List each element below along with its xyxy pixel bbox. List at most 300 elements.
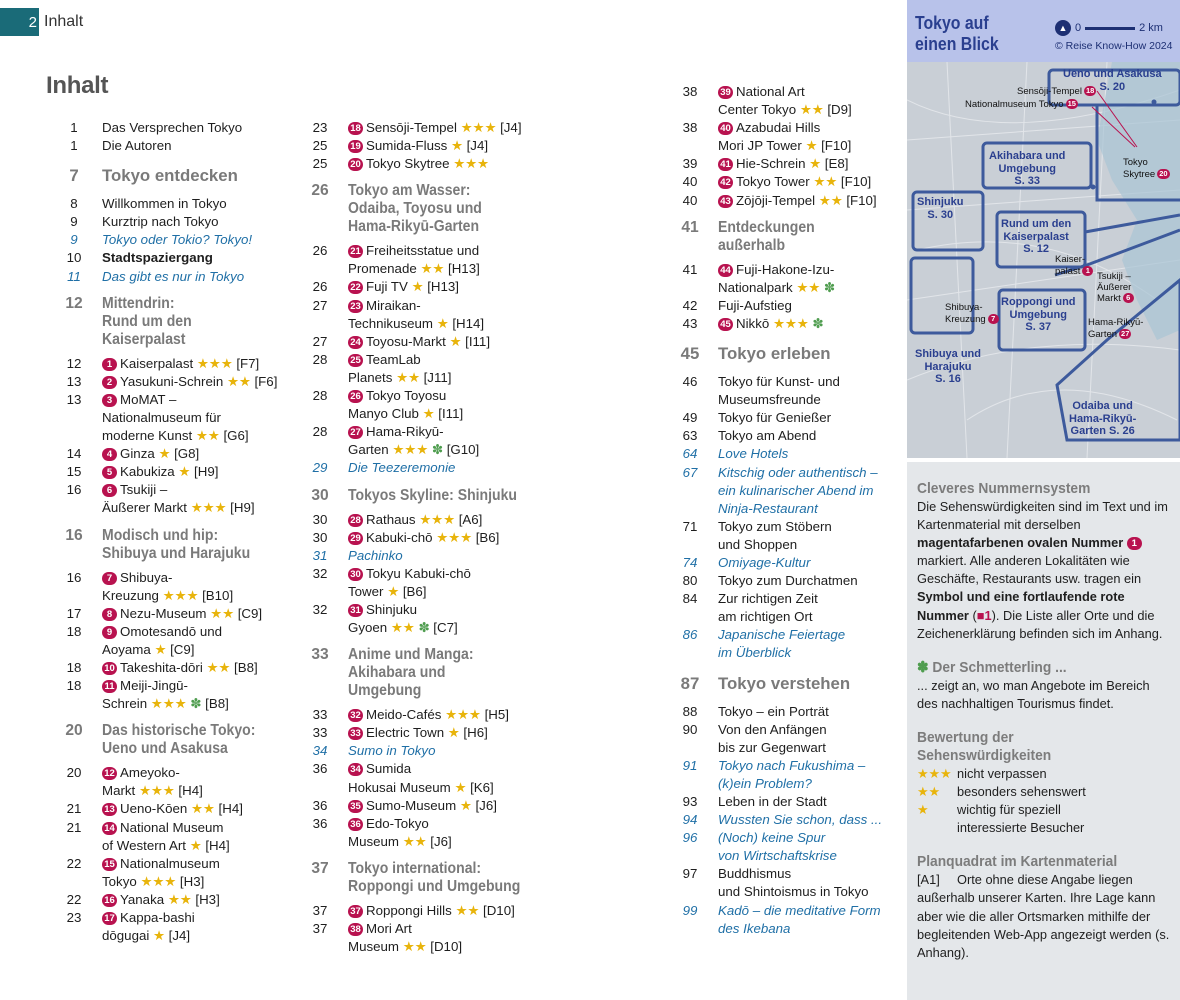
toc-entry-label: Kaiserpalast <box>120 355 194 371</box>
toc-entry-text <box>718 445 902 463</box>
toc-section-heading[interactable] <box>662 344 902 364</box>
toc-entry[interactable] <box>46 677 296 713</box>
toc-page-number: 93 <box>682 794 698 809</box>
toc-page-number: 1 <box>70 120 78 135</box>
toc-entry[interactable] <box>292 242 542 278</box>
rating-stars: ★ <box>153 928 165 944</box>
grid-reference: [F7] <box>236 355 260 371</box>
toc-entry-text <box>718 902 902 938</box>
toc-entry[interactable] <box>662 464 902 518</box>
butterfly-icon: ✽ <box>418 620 430 636</box>
toc-entry[interactable] <box>662 811 902 829</box>
toc-page-number: 28 <box>312 424 328 440</box>
toc-entry-label: Tsukiji – Äußerer Markt <box>102 482 187 516</box>
map-area-label: Shibuya und Harajuku S. 16 <box>915 348 981 385</box>
toc-page-number: 40 <box>682 174 698 190</box>
toc-entry-text <box>718 155 902 173</box>
rating-stars: ★★★ <box>196 355 233 371</box>
rating-stars: ★★ <box>402 833 427 849</box>
toc-page-number: 25 <box>312 138 328 154</box>
sight-number-badge: 30 <box>348 568 363 581</box>
toc-entry[interactable] <box>292 511 542 529</box>
toc-column-1 <box>46 119 296 945</box>
rating-row <box>917 783 1170 801</box>
rating-stars: ★ <box>449 333 462 349</box>
toc-entry-text <box>348 815 542 851</box>
toc-entry[interactable] <box>292 547 542 565</box>
toc-entry-text <box>102 800 296 818</box>
toc-page-number: 18 <box>66 623 82 639</box>
toc-entry-text <box>348 487 523 505</box>
grid-reference: [B8] <box>205 696 229 712</box>
toc-entry[interactable] <box>292 742 542 760</box>
toc-entry[interactable] <box>292 706 542 724</box>
toc-entry[interactable] <box>292 459 542 477</box>
toc-page-number: 30 <box>312 511 328 527</box>
toc-entry[interactable] <box>662 518 902 554</box>
toc-page-number: 39 <box>682 156 698 172</box>
toc-page-number: 43 <box>682 315 698 331</box>
rating-text: wichtig für speziell interessierte Besucher <box>957 802 1085 836</box>
toc-page-number: 23 <box>312 120 328 135</box>
toc-entry[interactable] <box>46 891 296 909</box>
toc-section-heading[interactable] <box>46 722 296 758</box>
toc-entry[interactable] <box>46 268 296 286</box>
toc-page-number: 91 <box>682 757 698 773</box>
toc-entry[interactable] <box>662 757 902 793</box>
toc-entry[interactable] <box>662 572 902 590</box>
toc-entry-label: Die Teezeremonie <box>348 460 456 476</box>
toc-entry-label: Tokyo am Wasser: Odaiba, Toyosu und Hama-Rikyū-Garten <box>348 182 482 236</box>
sight-number-badge: 26 <box>348 390 363 403</box>
toc-page-number: 10 <box>66 250 82 266</box>
toc-page-number: 13 <box>66 373 82 389</box>
toc-entry[interactable] <box>292 920 542 956</box>
overview-map <box>907 0 1180 458</box>
toc-entry[interactable] <box>46 213 296 231</box>
sight-number-badge: 43 <box>718 195 733 208</box>
sight-number-badge: 44 <box>718 264 733 277</box>
toc-entry[interactable] <box>292 387 542 423</box>
toc-entry[interactable] <box>46 659 296 677</box>
toc-entry[interactable] <box>662 721 902 757</box>
toc-entry-text <box>718 409 902 427</box>
rating-title: Bewertung der Sehenswürdigkeiten <box>917 728 1052 764</box>
grid-reference: [H9] <box>194 464 219 480</box>
toc-entry[interactable] <box>662 119 902 155</box>
toc-entry-text <box>348 459 542 477</box>
toc-entry[interactable] <box>46 623 296 659</box>
toc-entry-label: Mittendrin: Rund um den Kaiserpalast <box>102 294 192 348</box>
grid-reference: [J6] <box>430 833 452 849</box>
toc-entry[interactable] <box>46 137 296 155</box>
toc-page-number: 34 <box>312 743 328 759</box>
toc-entry-label: Takeshita-dōri <box>120 659 203 675</box>
toc-entry-label: Tokyo für Kunst- und Museumsfreunde <box>718 374 840 408</box>
toc-entry-text <box>718 464 902 518</box>
toc-page-number: 67 <box>682 464 698 480</box>
toc-entry[interactable] <box>662 409 902 427</box>
grid-reference: [J6] <box>475 797 497 813</box>
toc-entry-text <box>718 793 902 811</box>
toc-entry-label: Das Versprechen Tokyo <box>102 120 243 135</box>
toc-entry[interactable] <box>46 249 296 267</box>
toc-entry-text <box>718 373 902 409</box>
grid-reference: [K6] <box>470 779 494 795</box>
rating-stars: ★ <box>809 156 822 172</box>
toc-entry[interactable] <box>662 590 902 626</box>
grid-line: [A1] Orte ohne diese Angabe liegen <box>917 871 1170 889</box>
toc-page-number: 31 <box>312 547 328 563</box>
grid-reference: [H9] <box>230 500 255 516</box>
toc-section-heading[interactable] <box>292 182 542 236</box>
toc-entry[interactable] <box>662 173 902 191</box>
toc-page-number: 41 <box>681 218 699 236</box>
toc-entry[interactable] <box>46 119 296 137</box>
toc-entry[interactable] <box>292 278 542 296</box>
toc-entry[interactable] <box>292 601 542 637</box>
toc-entry-label: Meido-Cafés <box>366 707 442 723</box>
toc-entry-text <box>102 764 296 800</box>
sight-number-badge: 27 <box>1121 328 1130 338</box>
toc-entry-label: Tokyo entdecken <box>102 166 238 186</box>
toc-page-number: 36 <box>312 815 328 831</box>
toc-entry[interactable] <box>662 261 902 297</box>
sight-number-badge: 6 <box>102 484 117 497</box>
sight-number-badge: 24 <box>348 336 363 349</box>
toc-entry[interactable] <box>662 865 902 901</box>
toc-entry[interactable] <box>292 902 542 920</box>
toc-entry[interactable] <box>46 195 296 213</box>
map-place-name: Shibuya- Kreuzung <box>945 302 986 325</box>
toc-entry-text <box>348 724 542 742</box>
toc-entry-text <box>718 83 902 119</box>
rating-stars: ★ <box>459 797 472 813</box>
toc-page-number: 74 <box>682 554 698 570</box>
sight-number-badge: 32 <box>348 709 363 722</box>
toc-page-number: 37 <box>311 859 329 877</box>
toc-page-number: 30 <box>312 529 328 545</box>
map-area-label: Akihabara und Umgebung S. 33 <box>989 150 1066 187</box>
lock-icon: ■ <box>976 607 985 623</box>
toc-entry-text <box>348 547 542 565</box>
toc-page-number: 32 <box>312 565 328 581</box>
toc-entry[interactable] <box>662 297 902 315</box>
toc-entry-text <box>102 166 296 186</box>
toc-section-heading[interactable] <box>292 646 542 700</box>
toc-entry-label: National Art Center Tokyo <box>718 84 805 118</box>
toc-entry-text <box>102 481 296 517</box>
toc-entry-label: Omotesandō und Aoyama <box>102 623 223 657</box>
toc-page-number: 88 <box>682 703 698 719</box>
toc-entry[interactable] <box>46 605 296 623</box>
toc-page-number: 90 <box>682 721 698 737</box>
toc-entry-text <box>718 757 902 793</box>
toc-section-heading[interactable] <box>46 295 296 349</box>
toc-entry[interactable] <box>662 703 902 721</box>
grid-reference: [H6] <box>463 725 488 741</box>
toc-entry-text <box>718 721 902 757</box>
rating-stars: ★ <box>447 725 460 741</box>
rating-stars: ★ <box>178 464 191 480</box>
grid-reference: [D10] <box>483 902 515 918</box>
toc-entry-label: Japanische Feiertage im Überblick <box>718 627 846 661</box>
map-place-label <box>1017 86 1099 98</box>
toc-entry-label: Edo-Tokyo Museum <box>348 815 429 849</box>
map-place-name: Kaiser- palast <box>1055 254 1086 277</box>
toc-entry[interactable] <box>292 137 542 155</box>
toc-entry[interactable] <box>292 155 542 173</box>
north-arrow-icon: ▲ <box>1055 20 1071 36</box>
rating-stars: ★★★ <box>445 707 481 723</box>
sight-number-badge: 3 <box>102 394 117 407</box>
toc-entry-label: Tokyo erleben <box>718 344 831 364</box>
toc-entry-label: Willkommen in Tokyo <box>102 196 227 212</box>
rating-stars: ★★ <box>455 902 480 918</box>
grid-reference: [D9] <box>827 102 852 118</box>
toc-entry-label: Sumo in Tokyo <box>348 743 436 759</box>
toc-entry[interactable] <box>662 554 902 572</box>
grid-reference: [H3] <box>195 891 220 907</box>
scale-label: 2 km <box>1139 22 1163 34</box>
rating-stars: ★★ <box>402 939 427 955</box>
toc-entry[interactable] <box>46 391 296 445</box>
butterfly-icon: ✽ <box>431 442 443 458</box>
toc-entry[interactable] <box>292 333 542 351</box>
toc-entry-label: Roppongi Hills <box>366 902 452 918</box>
toc-entry[interactable] <box>46 463 296 481</box>
rating-stars: ★ <box>422 406 435 422</box>
toc-entry[interactable] <box>46 909 296 945</box>
toc-entry-text <box>102 659 296 677</box>
rating-stars: ★★ <box>396 369 420 385</box>
toc-page-number: 37 <box>312 921 328 936</box>
toc-entry-text <box>102 623 296 659</box>
toc-entry-label: Rathaus <box>366 511 416 527</box>
toc-entry[interactable] <box>46 355 296 373</box>
toc-entry-label: Fuji-Hakone-Izu- Nationalpark <box>718 261 835 295</box>
toc-section-heading[interactable] <box>662 674 902 694</box>
rating-stars: ★★ <box>210 605 235 621</box>
toc-entry-text <box>348 119 542 137</box>
toc-entry-label: Kabukiza <box>120 464 175 480</box>
sight-number-badge: 7 <box>102 572 117 585</box>
toc-entry-label: Tokyu Kabuki-chō Tower <box>348 565 471 599</box>
sight-number-badge: 39 <box>718 86 733 99</box>
toc-entry[interactable] <box>292 565 542 601</box>
toc-entry[interactable] <box>46 445 296 463</box>
toc-entry[interactable] <box>46 819 296 855</box>
toc-page-number: 63 <box>682 428 698 444</box>
toc-page-number: 12 <box>65 294 83 312</box>
toc-entry-text <box>718 219 884 255</box>
toc-entry[interactable] <box>662 83 902 119</box>
toc-entry-text <box>102 195 296 213</box>
toc-entry[interactable] <box>292 119 542 137</box>
sight-number-badge: 41 <box>718 158 733 171</box>
toc-entry[interactable] <box>46 800 296 818</box>
toc-entry-label: Zōjōji-Tempel <box>736 192 816 208</box>
grid-reference: [H13] <box>448 261 480 277</box>
toc-entry-text <box>718 427 902 445</box>
toc-entry-label: Tokyo international: Roppongi und Umgebung <box>348 859 521 895</box>
sight-number-badge: 8 <box>102 608 117 621</box>
toc-entry-label: Hama-Rikyū- Garten <box>348 424 444 458</box>
toc-entry[interactable] <box>662 315 902 333</box>
toc-entry-label: Ueno-Kōen <box>120 801 188 817</box>
rating-stars: ★★★ <box>140 873 177 889</box>
map-place-label <box>1088 318 1143 340</box>
toc-entry[interactable] <box>662 902 902 938</box>
sight-number-badge: 17 <box>102 912 117 925</box>
toc-entry-text <box>348 155 542 173</box>
rating-stars: ★★★ <box>460 120 497 135</box>
grid-key: [A1] <box>917 872 940 888</box>
toc-page-number: 20 <box>66 765 82 781</box>
toc-page-number: 1 <box>70 138 78 154</box>
sight-number-badge: 7 <box>988 314 999 324</box>
toc-entry[interactable] <box>292 423 542 459</box>
grid-reference: [H5] <box>484 707 509 723</box>
toc-section-heading[interactable] <box>292 487 542 505</box>
toc-entry[interactable] <box>46 855 296 891</box>
sight-number-badge: 34 <box>348 763 363 776</box>
toc-entry[interactable] <box>662 445 902 463</box>
page-number: 2 <box>0 8 41 36</box>
toc-page-number: 16 <box>66 569 82 585</box>
rating-stars: ★ <box>454 779 467 795</box>
toc-entry-text <box>348 920 542 956</box>
toc-page-number: 14 <box>66 446 82 462</box>
toc-entry-text <box>348 706 542 724</box>
toc-entry-text <box>102 231 296 249</box>
toc-entry-label: Leben in der Stadt <box>718 794 827 809</box>
toc-entry[interactable] <box>662 793 902 811</box>
sight-number-badge: 9 <box>102 626 117 639</box>
toc-page-number: 99 <box>682 902 698 918</box>
toc-entry[interactable] <box>292 724 542 742</box>
toc-entry-text <box>348 565 542 601</box>
toc-entry[interactable] <box>292 297 542 333</box>
toc-entry-label: Shibuya- Kreuzung <box>102 569 173 603</box>
sight-number-badge: 38 <box>348 923 363 936</box>
toc-entry[interactable] <box>46 569 296 605</box>
toc-entry[interactable] <box>292 760 542 796</box>
toc-entry-text <box>102 445 296 463</box>
grid-reference: [G8] <box>174 446 200 462</box>
page-section-label: Inhalt <box>44 13 84 30</box>
sight-number-badge: 6 <box>1123 293 1134 303</box>
toc-entry-text <box>348 601 542 637</box>
toc-entry-text <box>102 391 296 445</box>
toc-entry[interactable] <box>292 529 542 547</box>
toc-entry[interactable] <box>662 626 902 662</box>
toc-page-number: 18 <box>66 659 82 675</box>
grid-text: außerhalb unserer Karten. Ihre Lage kann aber wie die aller Ortsmarken mithilfe der begleitenden Web-App angezeigt werden (s. Anhang). <box>917 890 1170 960</box>
toc-page-number: 26 <box>312 279 328 295</box>
toc-entry[interactable] <box>292 351 542 387</box>
rating-row <box>917 765 1170 783</box>
toc-page-number: 86 <box>682 627 698 643</box>
toc-entry-text <box>718 119 902 155</box>
sight-number-badge: 4 <box>102 448 117 461</box>
toc-entry[interactable] <box>46 373 296 391</box>
rating-stars: ★★ <box>813 174 838 190</box>
toc-page-number: 41 <box>682 261 698 277</box>
toc-page-number: 80 <box>682 573 698 589</box>
toc-entry[interactable] <box>46 481 296 517</box>
toc-entry-label: Toyosu-Markt <box>366 333 446 349</box>
toc-entry-label: Das historische Tokyo: Ueno und Asakusa <box>102 722 256 758</box>
toc-entry-text <box>718 315 902 333</box>
toc-entry-text <box>718 626 902 662</box>
toc-entry[interactable] <box>662 192 902 210</box>
toc-entry[interactable] <box>292 797 542 815</box>
grid-reference: [J4] <box>466 138 489 154</box>
toc-entry-text <box>348 297 542 333</box>
toc-section-heading[interactable] <box>292 860 542 896</box>
toc-entry[interactable] <box>662 427 902 445</box>
grid-reference: [H14] <box>452 315 485 331</box>
toc-section-heading[interactable] <box>662 219 902 255</box>
toc-entry[interactable] <box>292 815 542 851</box>
toc-entry-label: Ameyoko- Markt <box>102 765 180 799</box>
scale-zero: 0 <box>1075 22 1082 34</box>
toc-entry-text <box>718 590 902 626</box>
sight-number-badge: 31 <box>348 604 363 617</box>
rating-stars: ★★★ <box>150 696 187 712</box>
grid-reference: [F6] <box>254 373 278 389</box>
toc-entry[interactable] <box>662 155 902 173</box>
page-header <box>0 8 83 36</box>
butterfly-icon: ✽ <box>823 279 836 295</box>
grid-reference: [J11] <box>423 369 452 385</box>
toc-entry-label: Fuji TV <box>366 279 408 295</box>
scale-bar <box>1075 22 1163 34</box>
toc-page-number: 7 <box>69 166 79 186</box>
toc-entry-text <box>102 295 277 349</box>
toc-entry-text <box>718 518 902 554</box>
toc-page-number: 20 <box>65 722 83 740</box>
toc-entry-text <box>718 674 902 694</box>
toc-entry[interactable] <box>46 764 296 800</box>
toc-entry-label: Omiyage-Kultur <box>718 554 811 570</box>
toc-entry[interactable] <box>46 231 296 249</box>
toc-page-number: 42 <box>682 297 698 313</box>
toc-page-number: 37 <box>312 902 328 918</box>
toc-section-heading[interactable] <box>46 166 296 186</box>
rating-stars: ★★ <box>206 659 231 675</box>
sight-number-badge: 18 <box>1085 86 1095 95</box>
rating-stars: ★★ <box>390 620 415 636</box>
rating-stars: ★ <box>154 641 167 657</box>
rating-stars: ★ <box>805 138 818 154</box>
toc-entry-text <box>102 605 296 623</box>
toc-entry-text <box>718 703 902 721</box>
toc-entry-text <box>348 529 542 547</box>
toc-entry[interactable] <box>662 829 902 865</box>
toc-column-3 <box>662 83 902 938</box>
toc-section-heading[interactable] <box>46 527 296 563</box>
toc-entry-text <box>348 860 523 896</box>
rating-stars: ★★ <box>818 192 843 208</box>
rating-row <box>917 801 1170 837</box>
map-area-label: Ueno und Asakusa S. 20 <box>1063 68 1162 93</box>
toc-entry[interactable] <box>662 373 902 409</box>
butterfly-icon: ✽ <box>190 696 202 712</box>
toc-entry-text <box>348 511 542 529</box>
map-area-label: Roppongi und Umgebung S. 37 <box>1001 296 1076 333</box>
